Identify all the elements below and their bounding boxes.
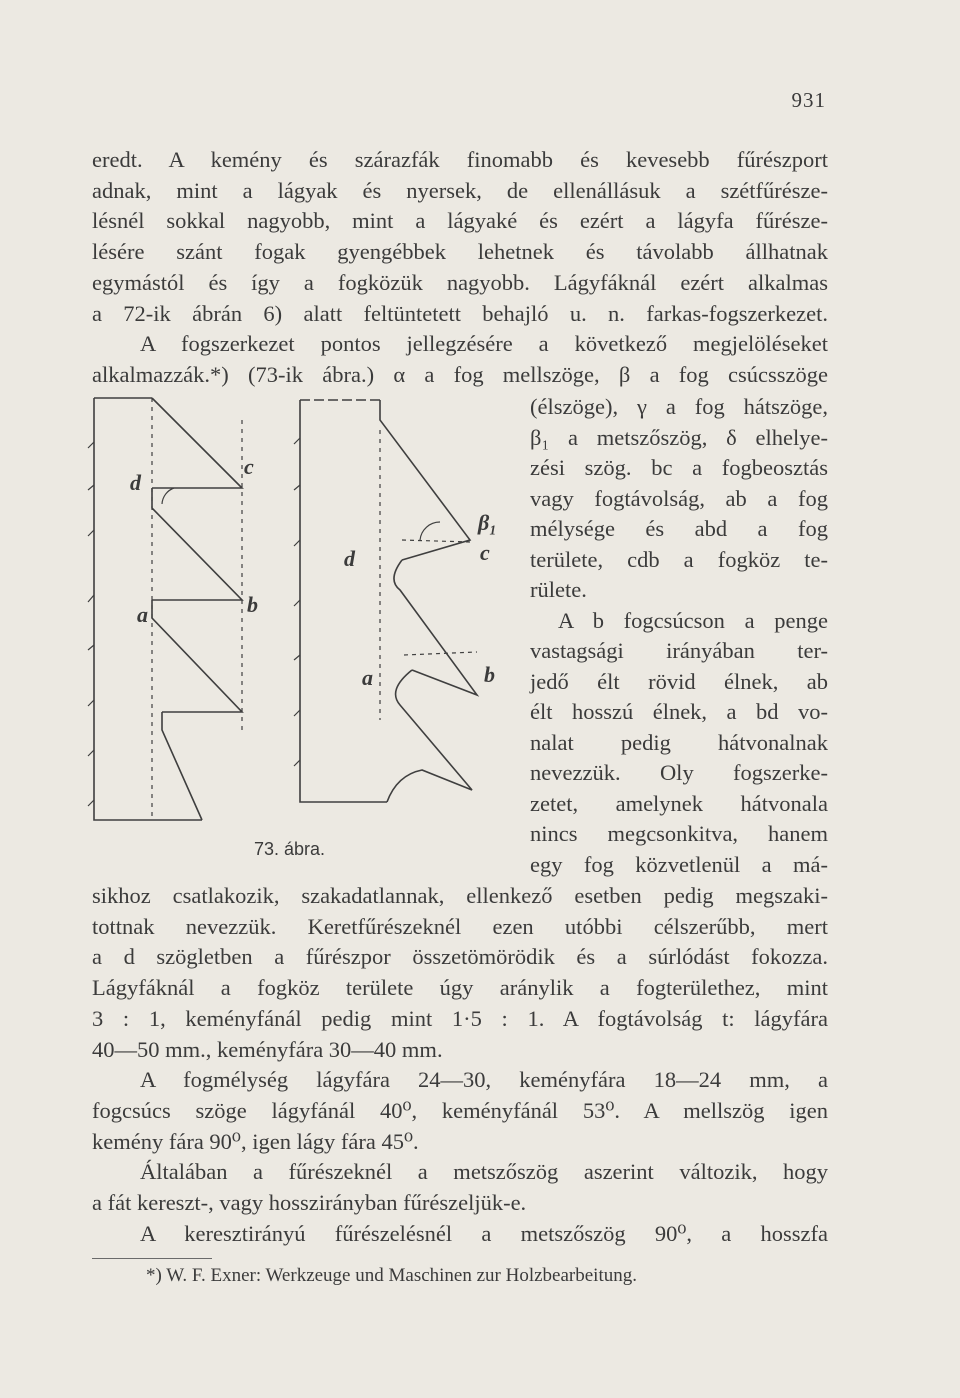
text-line: nalat pedig hátvonalnak: [530, 729, 828, 755]
text-line: Általában a fűrészeknél a metszőszög aszerint változik, hogy: [140, 1159, 828, 1185]
text-line: mélysége és abd a fog: [530, 516, 828, 541]
text-line: A fogmélység lágyfára 24—30, keményfára 18—24 mm, a: [140, 1067, 828, 1093]
text-line: vagy fogtávolság, ab a fog: [530, 485, 828, 511]
text-line: a d szögletben a fűrészpor összetömörödik és a súrlódást fokozza.: [92, 944, 828, 970]
right-dashed-guide-2: [402, 540, 470, 542]
text-line: egy fog közvetlenül a má-: [530, 851, 828, 877]
saw-tooth-figure: [82, 390, 502, 865]
text-line: fogcsúcs szöge lágyfánál 40⁰, keményfánál 53⁰. A mellszög igen: [92, 1097, 828, 1123]
text-line: A b fogcsúcson a penge: [558, 607, 828, 633]
text-line: jedő élt rövid élnek, ab: [530, 668, 828, 694]
right-dashed-guide-3: [404, 652, 477, 655]
text-line: rülete.: [530, 577, 587, 602]
text-line: lésére szánt fogak gyengébbek lehetnek és távolabb állhatnak: [92, 239, 828, 265]
text-line: egymástól és így a fogközük nagyobb. Lágyfáknál ezért alkalmas: [92, 269, 828, 295]
right-tooth-3: [387, 670, 472, 802]
text-line: eredt. A kemény és szárazfák finomabb és kevesebb fűrészport: [92, 147, 828, 172]
figure-label-d-right: d: [344, 546, 355, 571]
text-line: kemény fára 90⁰, igen lágy fára 45⁰.: [92, 1128, 419, 1154]
text-line: zési szög. bc a fogbeosztás: [530, 455, 828, 480]
text-line: a fát kereszt-, vagy hosszirányban fűrészeljük-e.: [92, 1190, 527, 1216]
figure-label-d-left: d: [130, 470, 141, 495]
figure-label-b-right: b: [484, 662, 495, 687]
figure-label-c-right: c: [480, 540, 490, 565]
text-line: alkalmazzák.*) (73-ik ábra.) α a fog mellszöge, β a fog csúcsszöge: [92, 361, 828, 387]
saw-tooth-diagram: [82, 390, 502, 865]
page-number: 931: [791, 88, 826, 112]
right-tooth-1: [380, 400, 470, 560]
right-tick-marks: [294, 438, 300, 766]
text-line: sikhoz csatlakozik, szakadatlannak, ellenkező esetben pedig megszaki-: [92, 883, 828, 908]
text-line: tottnak nevezzük. Keretfűrészeknél ezen utóbbi célszerűbb, mert: [92, 913, 828, 939]
text-line: zetet, amelynek hátvonala: [530, 790, 828, 816]
text-line: lésnél sokkal nagyobb, mint a lágyaké és ezért a lágyfa fűrésze-: [92, 208, 828, 234]
text-line: adnak, mint a lágyak és nyersek, de ellenállásuk a szétfűrésze-: [92, 177, 828, 203]
footnote-divider: [92, 1258, 212, 1259]
footnote: *) W. F. Exner: Werkzeuge und Maschinen zur Holzbearbeitung.: [146, 1265, 637, 1286]
figure-label-a-left: a: [137, 602, 148, 627]
angle-arc-left: [162, 488, 174, 504]
figure-label-beta1: β₁: [478, 510, 497, 535]
left-tooth-1: [152, 398, 242, 488]
left-tooth-3: [152, 600, 242, 712]
left-tooth-2: [152, 488, 242, 600]
bottom-paragraph: [92, 881, 828, 1249]
figure-caption: 73. ábra.: [254, 839, 326, 859]
left-tooth-4: [162, 712, 202, 820]
figure-label-b-left: b: [247, 592, 258, 617]
text-line: élt hosszú élnek, a bd vo-: [530, 699, 828, 724]
top-paragraph: [92, 145, 828, 391]
text-line: (élszöge), γ a fog hátszöge,: [530, 394, 828, 419]
text-line: vastagsági irányában ter-: [530, 638, 828, 663]
text-line: Lágyfáknál a fogköz területe úgy aránylik a fogterülethez, mint: [92, 975, 828, 1001]
right-frame-line: [300, 400, 387, 802]
text-line: β₁ a metszőszög, δ elhelye-: [530, 424, 828, 450]
text-line: a 72-ik ábrán 6) alatt feltüntetett behajló u. n. farkas-fogszerkezet.: [92, 300, 828, 326]
text-line: 40—50 mm., keményfára 30—40 mm.: [92, 1036, 443, 1062]
left-frame-line: [94, 398, 202, 820]
left-tick-marks: [88, 442, 94, 806]
text-line: 3 : 1, keményfánál pedig mint 1·5 : 1. A fogtávolság t: lágyfára: [92, 1005, 828, 1031]
text-line: A keresztirányú fűrészelésnél a metszőszög 90⁰, a hosszfa: [140, 1220, 828, 1246]
angle-arc-beta1: [420, 522, 440, 540]
text-line: területe, cdb a fogköz te-: [530, 546, 828, 572]
text-line: nevezzük. Oly fogszerke-: [530, 760, 828, 785]
figure-label-c-left: c: [244, 454, 254, 479]
text-line: A fogszerkezet pontos jellegzésére a következő megjelöléseket: [140, 331, 828, 357]
side-paragraph: [530, 392, 828, 880]
text-line: nincs megcsonkitva, hanem: [530, 821, 828, 846]
figure-label-a-right: a: [362, 665, 373, 690]
